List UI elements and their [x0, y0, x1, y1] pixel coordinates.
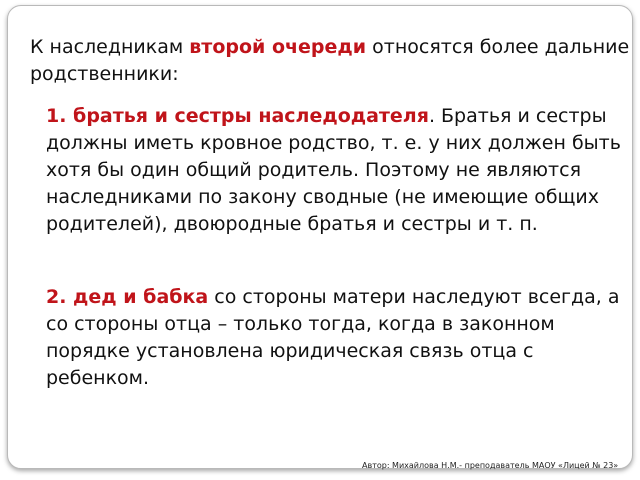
author-footer: Автор: Михайлова Н.М.- преподаватель МАОУ «Лицей № 23»	[362, 461, 619, 470]
item-1-heading: 1. братья и сестры наследодателя	[46, 105, 429, 127]
item-2-heading: 2. дед и бабка	[46, 286, 209, 308]
intro-highlight: второй очереди	[189, 36, 367, 58]
intro-text	[30, 34, 630, 88]
list-item-siblings	[46, 103, 636, 238]
list-item-grandparents	[46, 284, 636, 392]
item-2-text: со стороны матери наследуют всегда, а со стороны отца – только тогда, когда в законном порядке установлена юридическая связь отца с ребенком.	[46, 286, 620, 389]
intro-after: относятся более дальние родственники:	[30, 36, 630, 85]
intro-before: К наследникам	[30, 36, 190, 58]
item-1-text: . Братья и сестры должны иметь кровное родство, т. е. у них должен быть хотя бы один общий родитель. Поэтому не являются наследниками по закону сводные (не имеющие общих родителей), двоюродные братья и сестры и т. п.	[46, 105, 621, 235]
